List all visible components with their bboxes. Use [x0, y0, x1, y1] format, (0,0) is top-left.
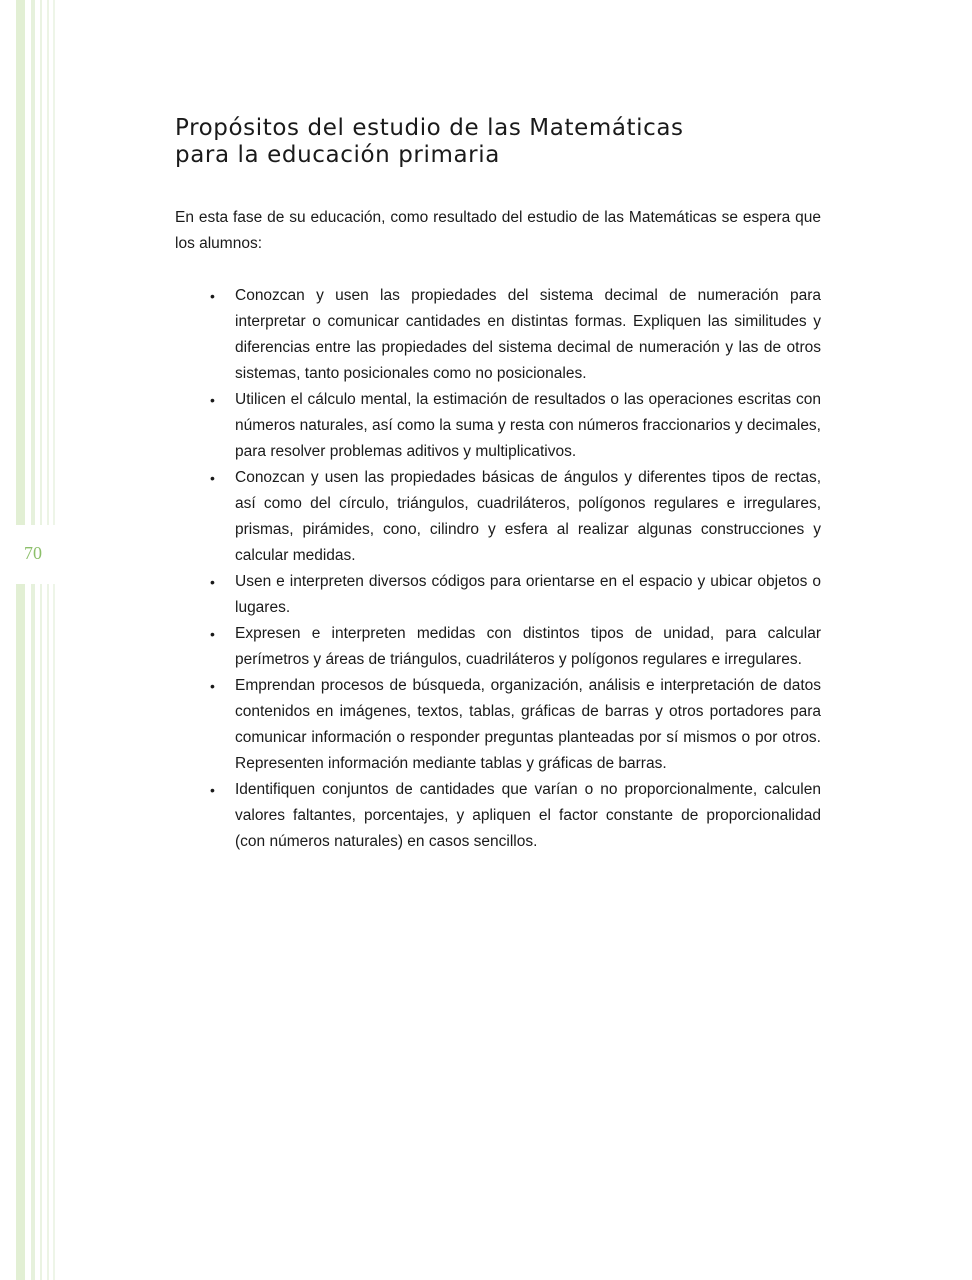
- goals-list: [175, 283, 821, 855]
- bullet-icon: •: [210, 288, 215, 304]
- list-item-text: Usen e interpreten diversos códigos para orientarse en el espacio y ubicar objetos o lugares.: [235, 573, 821, 616]
- list-item: [210, 777, 821, 855]
- list-item-text: Utilicen el cálculo mental, la estimación de resultados o las operaciones escritas con números naturales, así como la suma y resta con números fraccionarios y decimales, para resolver problemas aditivos y multiplicativos.: [235, 391, 821, 460]
- stripe: [40, 584, 42, 1280]
- page-title: [175, 115, 821, 169]
- bullet-icon: •: [210, 782, 215, 798]
- stripe: [40, 0, 42, 525]
- list-item-text: Identifiquen conjuntos de cantidades que varían o no proporcionalmente, calculen valores faltantes, porcentajes, y apliquen el factor constante de proporcionalidad (con números naturales) en casos sencillos.: [235, 781, 821, 850]
- bullet-icon: •: [210, 392, 215, 408]
- stripe: [31, 0, 35, 525]
- decorative-margin-stripes: [0, 0, 60, 1280]
- bullet-icon: •: [210, 626, 215, 642]
- stripe-group-top: [0, 0, 60, 525]
- list-item-text: Emprendan procesos de búsqueda, organización, análisis e interpretación de datos contenidos en imágenes, textos, tablas, gráficas de barras y otros portadores para comunicar información o responder preguntas planteadas por sí mismos o por otros. Representen información mediante tablas y gráficas de barras.: [235, 677, 821, 772]
- stripe: [53, 584, 55, 1280]
- list-item-text: Expresen e interpreten medidas con distintos tipos de unidad, para calcular perímetros y áreas de triángulos, cuadriláteros y polígonos regulares e irregulares.: [235, 625, 821, 668]
- stripe-group-bottom: [0, 584, 60, 1280]
- page-title-line-1: Propósitos del estudio de las Matemáticas: [175, 115, 684, 141]
- list-item: [210, 569, 821, 621]
- list-item: [210, 283, 821, 387]
- stripe: [16, 0, 25, 525]
- list-item: [210, 673, 821, 777]
- page-number: 70: [24, 543, 42, 563]
- bullet-icon: •: [210, 574, 215, 590]
- bullet-icon: •: [210, 470, 215, 486]
- stripe: [16, 584, 25, 1280]
- bullet-icon: •: [210, 678, 215, 694]
- page-title-line-2: para la educación primaria: [175, 142, 500, 168]
- stripe: [47, 0, 49, 525]
- list-item-text: Conozcan y usen las propiedades básicas de ángulos y diferentes tipos de rectas, así como del círculo, triángulos, cuadriláteros, polígonos regulares e irregulares, prismas, pirámides, cono, cilindro y esfera al realizar algunas construcciones y calcular medidas.: [235, 469, 821, 564]
- list-item: [210, 621, 821, 673]
- stripe: [31, 584, 35, 1280]
- stripe: [53, 0, 55, 525]
- intro-paragraph: En esta fase de su educación, como resultado del estudio de las Matemáticas se espera que los alumnos:: [175, 209, 821, 252]
- page-content: [175, 115, 821, 855]
- stripe: [47, 584, 49, 1280]
- list-item: [210, 465, 821, 569]
- list-item-text: Conozcan y usen las propiedades del sistema decimal de numeración para interpretar o comunicar cantidades en distintas formas. Expliquen las similitudes y diferencias entre las propiedades del sistema decimal de numeración y las de otros sistemas, tanto posicionales como no posicionales.: [235, 287, 821, 382]
- list-item: [210, 387, 821, 465]
